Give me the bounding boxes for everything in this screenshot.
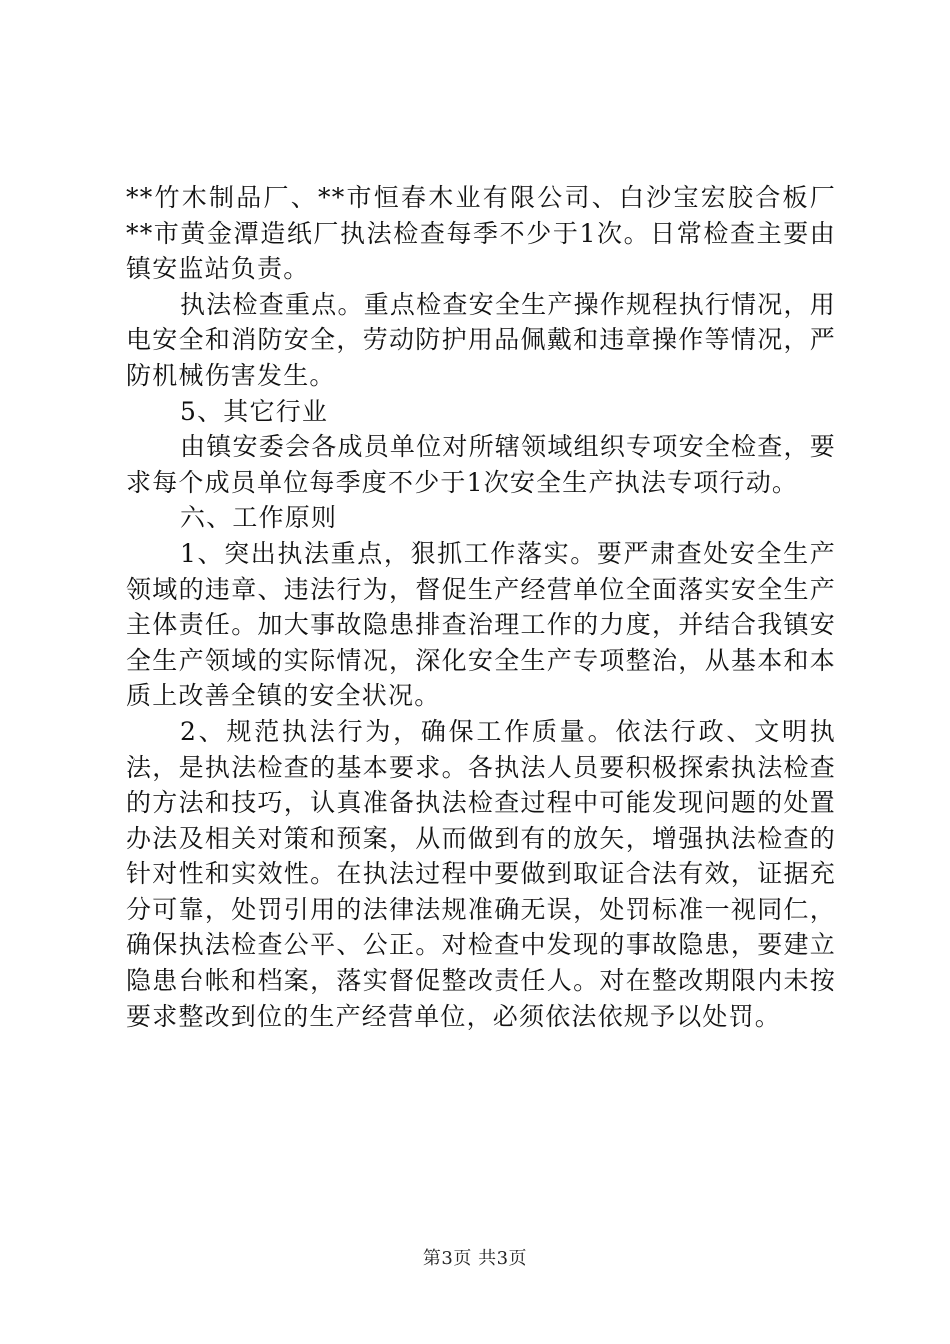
heading-other-industries: 5、其它行业 xyxy=(180,396,329,426)
paragraph-inspection-focus: 执法检查重点。重点检查安全生产操作规程执行情况，用电安全和消防安全，劳动防护用品佩戴和违章操作等情况，严防机械伤害发生。 xyxy=(126,289,836,390)
heading-work-principles: 六、工作原则 xyxy=(180,503,338,533)
document-body xyxy=(126,180,836,1034)
paragraph-other-industries: 由镇安委会各成员单位对所辖领域组织专项安全检查，要求每个成员单位每季度不少于1次安全生产执法专项行动。 xyxy=(126,432,836,497)
page-number-footer: 第3页 共3页 xyxy=(422,1248,528,1269)
paragraph-principle-2: 2、规范执法行为，确保工作质量。依法行政、文明执法，是执法检查的基本要求。各执法人员要积极探索执法检查的方法和技巧，认真准备执法检查过程中可能发现问题的处置办法及相关对策和预案，从而做到有的放矢，增强执法检查的针对性和实效性。在执法过程中要做到取证合法有效，证据充分可靠，处罚引用的法律法规准确无误，处罚标准一视同仁，确保执法检查公平、公正。对检查中发现的事故隐患，要建立隐患台帐和档案，落实督促整改责任人。对在整改期限内未按要求整改到位的生产经营单位，必须依法依规予以处罚。 xyxy=(126,716,836,1031)
paragraph-principle-1: 1、突出执法重点，狠抓工作落实。要严肃查处安全生产领域的违章、违法行为，督促生产经营单位全面落实安全生产主体责任。加大事故隐患排查治理工作的力度，并结合我镇安全生产领域的实际情况，深化安全生产专项整治，从基本和本质上改善全镇的安全状况。 xyxy=(126,538,836,711)
paragraph-inspection-frequency: **竹木制品厂、**市恒春木业有限公司、白沙宝宏胶合板厂**市黄金潭造纸厂执法检查每季不少于1次。日常检查主要由镇安监站负责。 xyxy=(126,183,836,284)
